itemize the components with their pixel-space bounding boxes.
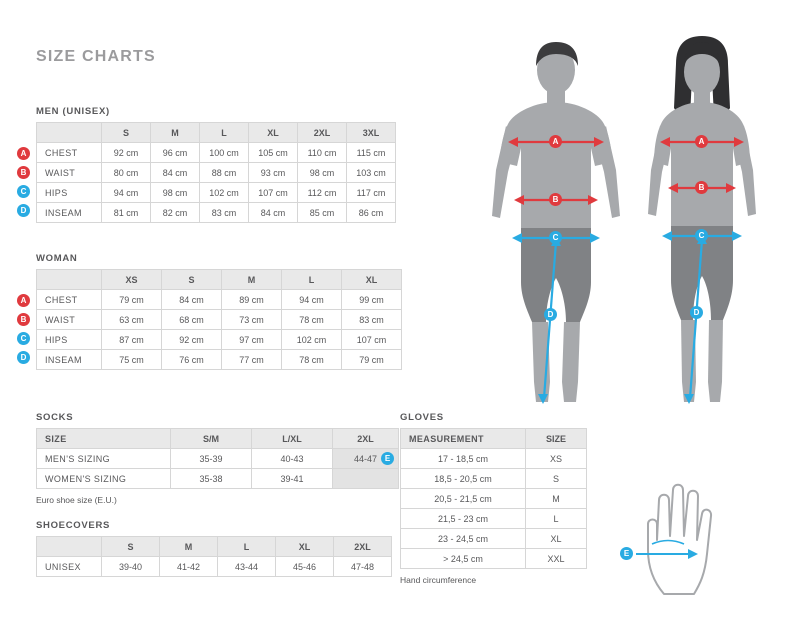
table-header-row: [37, 123, 396, 143]
badge-a: A: [17, 294, 30, 307]
table-header-row: [401, 429, 587, 449]
men-col-xl: XL: [249, 123, 298, 143]
men-hips-l: 102 cm: [200, 183, 249, 203]
socks-mens-sm: 35-39: [171, 449, 252, 469]
men-chest-2xl: 110 cm: [298, 143, 347, 163]
badge-d: D: [17, 351, 30, 364]
shoecovers-section-label: SHOECOVERS: [36, 520, 111, 531]
table-row: [37, 163, 396, 183]
gloves-col-size: SIZE: [526, 429, 587, 449]
men-hips-2xl: 112 cm: [298, 183, 347, 203]
men-hips-m: 98 cm: [151, 183, 200, 203]
man-figure: [492, 42, 620, 402]
socks-mens-2xl: 44-47: [333, 449, 399, 469]
gloves-badge-column: [381, 452, 394, 471]
table-row: [37, 143, 396, 163]
woman-inseam-s: 76 cm: [162, 350, 222, 370]
shoecovers-unisex-s: 39-40: [102, 557, 160, 577]
woman-waist-l: 78 cm: [282, 310, 342, 330]
gloves-size-s: S: [526, 469, 587, 489]
shoecovers-col-xl: XL: [276, 537, 334, 557]
socks-block: [36, 412, 399, 505]
socks-col-size: SIZE: [37, 429, 171, 449]
shoecovers-unisex-xl: 45-46: [276, 557, 334, 577]
men-col-l: L: [200, 123, 249, 143]
men-col-m: M: [151, 123, 200, 143]
figure-marker-a-man: A: [549, 135, 562, 148]
men-col-3xl: 3XL: [347, 123, 396, 143]
men-inseam-s: 81 cm: [102, 203, 151, 223]
woman-figure: [648, 36, 756, 402]
men-badge-column: [17, 147, 30, 223]
woman-waist-xs: 63 cm: [102, 310, 162, 330]
men-row-waist-label: WAIST: [37, 163, 102, 183]
shoecovers-col-m: M: [160, 537, 218, 557]
men-waist-3xl: 103 cm: [347, 163, 396, 183]
socks-section-label: SOCKS: [36, 412, 74, 423]
badge-b: B: [17, 313, 30, 326]
shoecovers-unisex-l: 43-44: [218, 557, 276, 577]
glove-figure: [612, 470, 762, 600]
shoecovers-unisex-m: 41-42: [160, 557, 218, 577]
men-col-2xl: 2XL: [298, 123, 347, 143]
socks-footnote: Euro shoe size (E.U.): [36, 495, 117, 505]
men-chest-l: 100 cm: [200, 143, 249, 163]
gloves-footnote: Hand circumference: [400, 575, 477, 585]
woman-section-label: WOMAN: [36, 253, 78, 264]
socks-table: [36, 428, 399, 489]
woman-chest-xl: 99 cm: [342, 290, 402, 310]
table-row: [37, 350, 402, 370]
gloves-size-xxl: XXL: [526, 549, 587, 569]
men-size-table: [36, 122, 396, 223]
table-header-row: [37, 537, 392, 557]
woman-chest-s: 84 cm: [162, 290, 222, 310]
woman-inseam-xs: 75 cm: [102, 350, 162, 370]
figure-marker-c-man: C: [549, 231, 562, 244]
figure-marker-b-woman: B: [695, 181, 708, 194]
men-chest-s: 92 cm: [102, 143, 151, 163]
men-waist-l: 88 cm: [200, 163, 249, 183]
woman-waist-s: 68 cm: [162, 310, 222, 330]
men-inseam-m: 82 cm: [151, 203, 200, 223]
woman-inseam-l: 78 cm: [282, 350, 342, 370]
shoecovers-col-s: S: [102, 537, 160, 557]
body-figures: [470, 30, 790, 410]
figures-illustration: [470, 30, 790, 410]
woman-col-0: [37, 270, 102, 290]
socks-row-mens-label: MEN'S SIZING: [37, 449, 171, 469]
men-col-s: S: [102, 123, 151, 143]
woman-waist-m: 73 cm: [222, 310, 282, 330]
figure-marker-c-woman: C: [695, 229, 708, 242]
gloves-size-xl: XL: [526, 529, 587, 549]
men-waist-s: 80 cm: [102, 163, 151, 183]
woman-size-table: [36, 269, 402, 370]
glove-illustration: [612, 470, 762, 600]
table-row: [401, 549, 587, 569]
woman-col-xs: XS: [102, 270, 162, 290]
woman-inseam-m: 77 cm: [222, 350, 282, 370]
men-inseam-xl: 84 cm: [249, 203, 298, 223]
men-inseam-l: 83 cm: [200, 203, 249, 223]
woman-hips-s: 92 cm: [162, 330, 222, 350]
shoecovers-col-0: [37, 537, 102, 557]
figure-marker-a-woman: A: [695, 135, 708, 148]
glove-marker-e: E: [620, 547, 633, 560]
shoecovers-col-2xl: 2XL: [334, 537, 392, 557]
table-row: [37, 290, 402, 310]
woman-waist-xl: 83 cm: [342, 310, 402, 330]
woman-row-chest-label: CHEST: [37, 290, 102, 310]
woman-badge-column: [17, 294, 30, 370]
men-chest-xl: 105 cm: [249, 143, 298, 163]
gloves-measurement-xs: 17 - 18,5 cm: [401, 449, 526, 469]
table-row: [37, 557, 392, 577]
shoecovers-col-l: L: [218, 537, 276, 557]
woman-row-inseam-label: INSEAM: [37, 350, 102, 370]
men-chest-m: 96 cm: [151, 143, 200, 163]
table-row: [401, 489, 587, 509]
shoecovers-row-unisex-label: UNISEX: [37, 557, 102, 577]
badge-c: C: [17, 185, 30, 198]
page-title: SIZE CHARTS: [36, 48, 156, 65]
woman-col-s: S: [162, 270, 222, 290]
gloves-size-l: L: [526, 509, 587, 529]
woman-row-hips-label: HIPS: [37, 330, 102, 350]
table-row: [37, 183, 396, 203]
figure-marker-b-man: B: [549, 193, 562, 206]
socks-womens-lxl: 39-41: [252, 469, 333, 489]
men-section-label: MEN (UNISEX): [36, 106, 110, 117]
gloves-section-label: GLOVES: [400, 412, 444, 423]
men-inseam-3xl: 86 cm: [347, 203, 396, 223]
gloves-size-xs: XS: [526, 449, 587, 469]
men-waist-m: 84 cm: [151, 163, 200, 183]
men-waist-2xl: 98 cm: [298, 163, 347, 183]
table-row: [401, 469, 587, 489]
socks-row-womens-label: WOMEN'S SIZING: [37, 469, 171, 489]
woman-size-block: [20, 253, 402, 370]
table-row: [37, 330, 402, 350]
woman-chest-xs: 79 cm: [102, 290, 162, 310]
woman-row-waist-label: WAIST: [37, 310, 102, 330]
woman-inseam-xl: 79 cm: [342, 350, 402, 370]
men-hips-xl: 107 cm: [249, 183, 298, 203]
gloves-measurement-s: 18,5 - 20,5 cm: [401, 469, 526, 489]
woman-hips-xs: 87 cm: [102, 330, 162, 350]
men-chest-3xl: 115 cm: [347, 143, 396, 163]
woman-hips-l: 102 cm: [282, 330, 342, 350]
men-row-inseam-label: INSEAM: [37, 203, 102, 223]
shoecovers-table: [36, 536, 392, 577]
woman-chest-l: 94 cm: [282, 290, 342, 310]
men-row-chest-label: CHEST: [37, 143, 102, 163]
table-header-row: [37, 270, 402, 290]
socks-womens-2xl: [333, 469, 399, 489]
table-row: [401, 529, 587, 549]
figure-marker-d-man: D: [544, 308, 557, 321]
men-size-block: [20, 106, 396, 223]
gloves-measurement-xl: 23 - 24,5 cm: [401, 529, 526, 549]
shoecovers-unisex-2xl: 47-48: [334, 557, 392, 577]
badge-e: E: [381, 452, 394, 465]
badge-d: D: [17, 204, 30, 217]
figure-marker-d-woman: D: [690, 306, 703, 319]
woman-col-l: L: [282, 270, 342, 290]
woman-hips-m: 97 cm: [222, 330, 282, 350]
table-header-row: [37, 429, 399, 449]
socks-col-lxl: L/XL: [252, 429, 333, 449]
woman-col-xl: XL: [342, 270, 402, 290]
men-inseam-2xl: 85 cm: [298, 203, 347, 223]
gloves-measurement-m: 20,5 - 21,5 cm: [401, 489, 526, 509]
gloves-table: [400, 428, 587, 569]
gloves-measurement-xxl: > 24,5 cm: [401, 549, 526, 569]
woman-col-m: M: [222, 270, 282, 290]
gloves-col-measurement: MEASUREMENT: [401, 429, 526, 449]
badge-b: B: [17, 166, 30, 179]
socks-col-sm: S/M: [171, 429, 252, 449]
shoecovers-block: [36, 520, 392, 577]
men-waist-xl: 93 cm: [249, 163, 298, 183]
table-row: [401, 449, 587, 469]
badge-a: A: [17, 147, 30, 160]
men-hips-3xl: 117 cm: [347, 183, 396, 203]
table-row: [401, 509, 587, 529]
men-row-hips-label: HIPS: [37, 183, 102, 203]
woman-hips-xl: 107 cm: [342, 330, 402, 350]
table-row: [37, 310, 402, 330]
men-hips-s: 94 cm: [102, 183, 151, 203]
socks-mens-lxl: 40-43: [252, 449, 333, 469]
socks-womens-sm: 35-38: [171, 469, 252, 489]
table-row: [37, 203, 396, 223]
table-row: [37, 449, 399, 469]
socks-col-2xl: 2XL: [333, 429, 399, 449]
woman-chest-m: 89 cm: [222, 290, 282, 310]
table-row: [37, 469, 399, 489]
badge-c: C: [17, 332, 30, 345]
gloves-size-m: M: [526, 489, 587, 509]
gloves-measurement-l: 21,5 - 23 cm: [401, 509, 526, 529]
men-col-0: [37, 123, 102, 143]
gloves-block: [384, 412, 587, 585]
